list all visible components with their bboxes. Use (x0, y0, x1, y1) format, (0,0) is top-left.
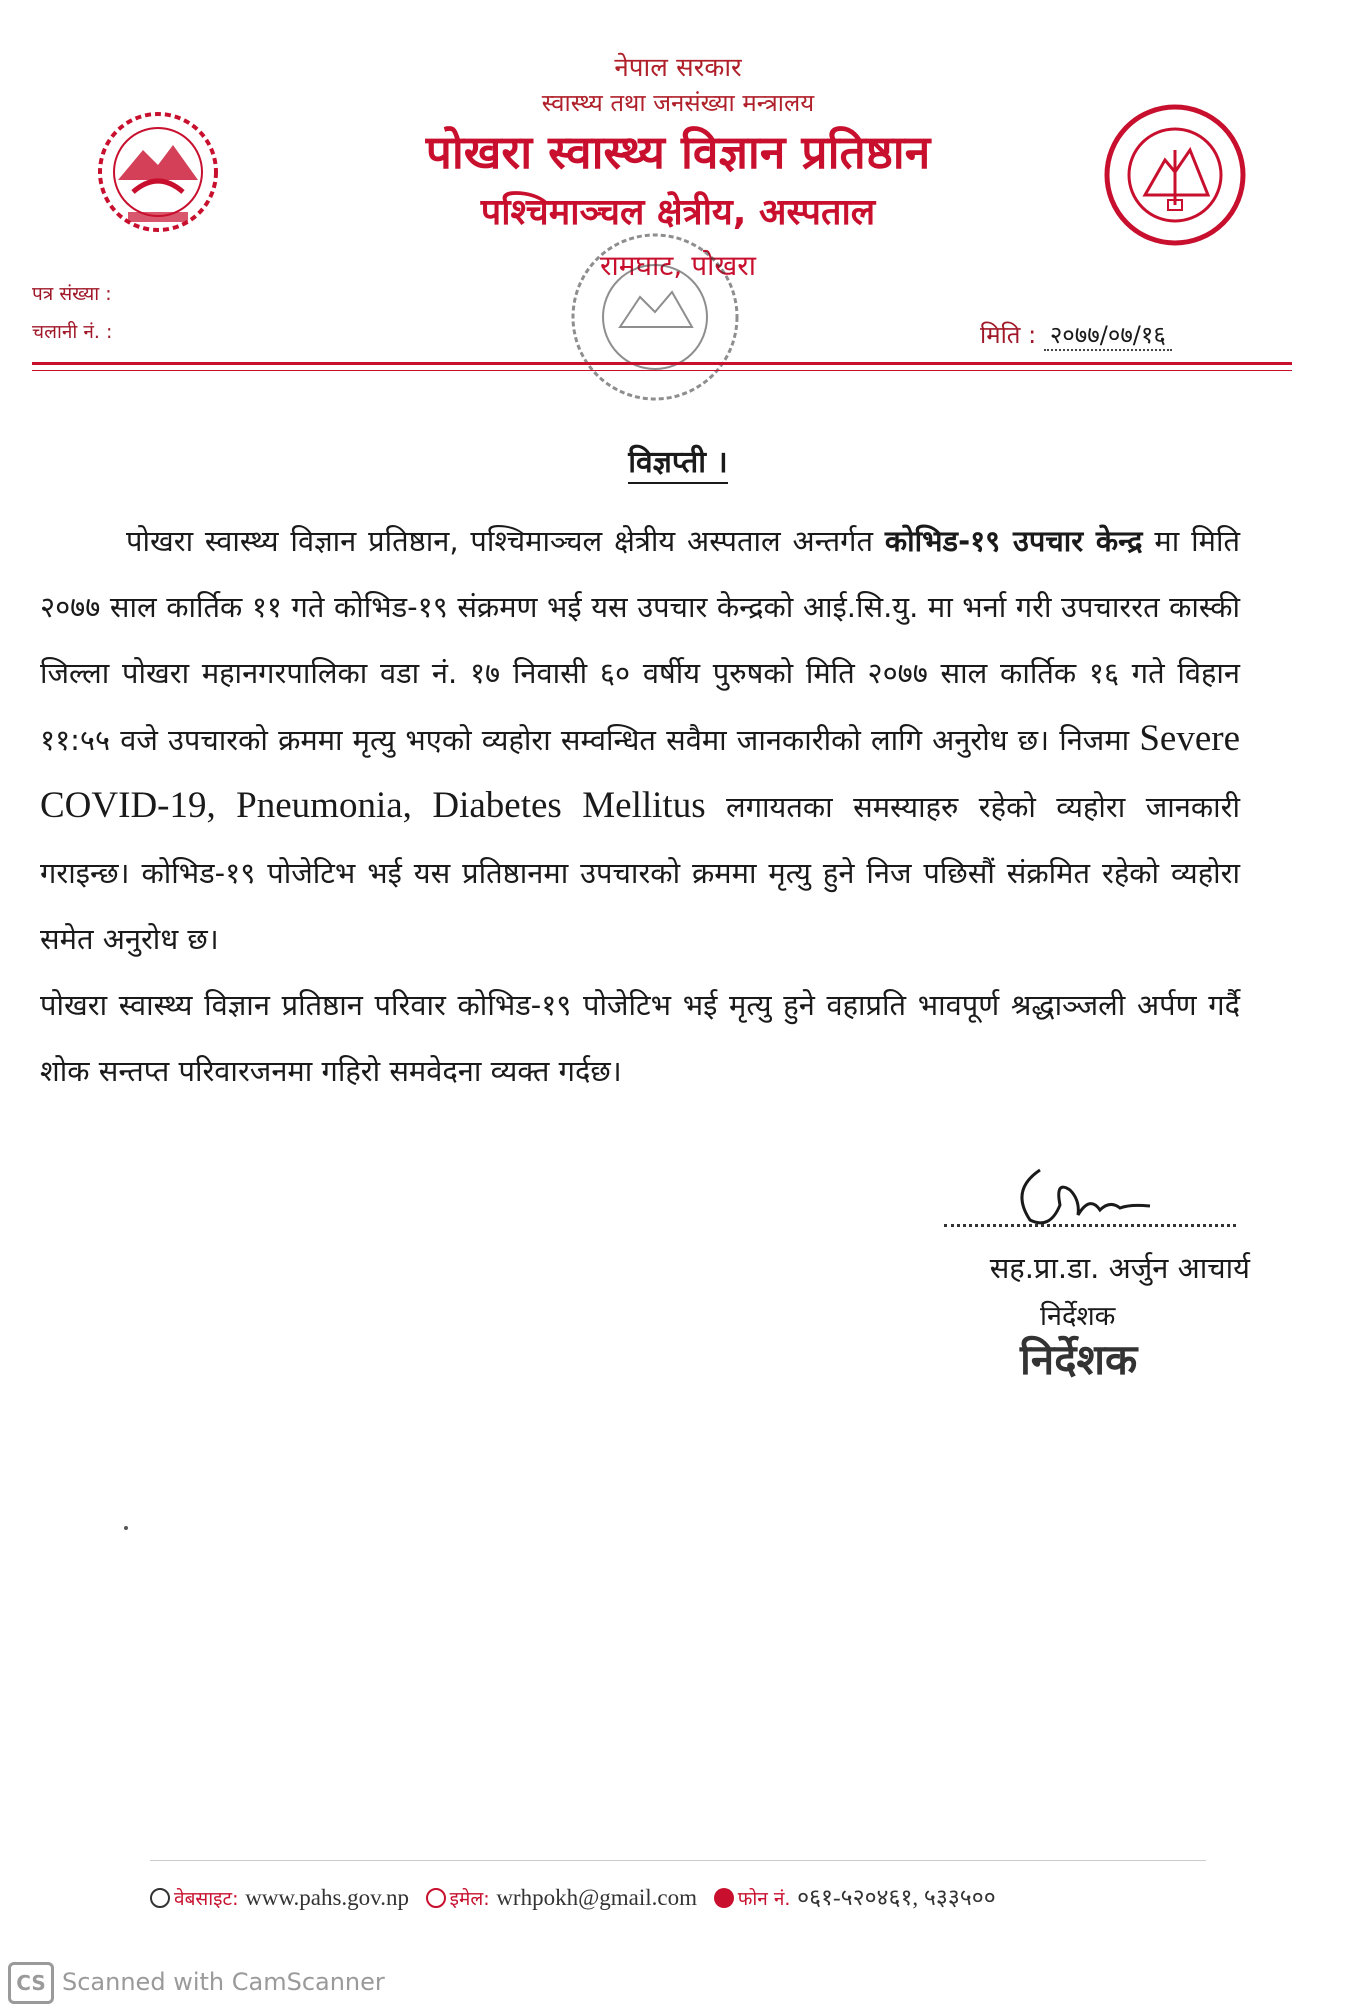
paragraph-1 (40, 508, 1240, 972)
website-value: www.pahs.gov.np (245, 1885, 409, 1910)
notice-title (0, 440, 1356, 481)
office-stamp-icon (540, 232, 770, 422)
p1-diagnosis-text: Severe COVID-19, Pneumonia, Diabetes Mellitus (40, 718, 1240, 826)
scan-speck (124, 1526, 128, 1530)
email-label: इमेल: (449, 1888, 490, 1910)
camscanner-text: Scanned with CamScanner (62, 1968, 385, 1996)
camscanner-logo: CS (8, 1962, 54, 2004)
ministry-name: स्वास्थ्य तथा जनसंख्या मन्त्रालय (541, 89, 815, 117)
organization-name: पोखरा स्वास्थ्य विज्ञान प्रतिष्ठान (425, 125, 931, 179)
email-icon (426, 1888, 446, 1908)
phone-label: फोन नं. (737, 1888, 791, 1910)
hospital-name: पश्चिमाञ्चल क्षेत्रीय, अस्पताल (480, 192, 876, 233)
p1-text-b: मा मिति २०७७ साल कार्तिक ११ गते कोभिड-१९ संक्रमण भई यस उपचार केन्द्रको आई.सि.यु. मा भर्ना गरी उपचाररत कास्की जिल्ला पोखरा महानगरपालिका वडा नं. १७ निवासी ६० वर्षीय पुरुषको मिति २०७७ साल कार्तिक १६ गते विहान ११:५५ वजे उपचारको क्रममा मृत्यु भएको व्यहोरा सम्वन्धित सवैमा जानकारीको लागि अनुरोध छ। निजमा (40, 524, 1240, 757)
header-divider-thin (32, 370, 1292, 371)
globe-icon (150, 1888, 170, 1908)
government-name: नेपाल सरकार (614, 53, 742, 83)
p1-text-a: पोखरा स्वास्थ्य विज्ञान प्रतिष्ठान, पश्चिमाञ्चल क्षेत्रीय अस्पताल अन्तर्गत (126, 524, 885, 558)
paragraph-2: पोखरा स्वास्थ्य विज्ञान प्रतिष्ठान परिवार कोभिड-१९ पोजेटिभ भई मृत्यु हुने वहाप्रति भावपूर्ण श्रद्धाञ्जली अर्पण गर्दै शोक सन्तप्त परिवारजनमा गहिरो समवेदना व्यक्त गर्दछ। (40, 988, 1240, 1088)
notice-body (40, 508, 1240, 1104)
footer-divider (150, 1860, 1206, 1861)
place-name: रामघाट, पोखरा (600, 249, 756, 282)
phone-value: ०६१-५२०४६१, ५३३५०० (797, 1885, 996, 1910)
camscanner-watermark (8, 1962, 385, 2004)
signer-role: निर्देशक (1040, 1301, 1116, 1332)
header-divider (32, 362, 1292, 365)
phone-icon (714, 1888, 734, 1908)
p1-text-c: लगायतका समस्याहरु रहेको व्यहोरा जानकारी गराइन्छ। कोभिड-१९ पोजेटिभ भई यस प्रतिष्ठानमा उपचारको क्रममा मृत्यु हुने निज पछिसौं संक्रमित रहेको व्यहोरा समेत अनुरोध छ। (40, 790, 1240, 956)
website-label: वेबसाइट: (174, 1888, 239, 1910)
dispatch-number-label: चलानी नं. : (32, 321, 113, 343)
signature-line (944, 1224, 1236, 1227)
notice-title-text: विज्ञप्ती । (628, 445, 728, 484)
date-value: २०७७/०७/१६ (1044, 321, 1172, 351)
date-label: मिति : (980, 321, 1037, 349)
footer-contact (150, 1880, 1210, 1912)
signer-name: सह.प्रा.डा. अर्जुन आचार्य (989, 1251, 1250, 1285)
p1-bold-text: कोभिड-१९ उपचार केन्द्र (884, 524, 1143, 558)
role-stamp: निर्देशक (1020, 1335, 1138, 1384)
letter-number-label: पत्र संख्या : (32, 283, 112, 305)
email-value: wrhpokh@gmail.com (496, 1885, 697, 1910)
date-field (980, 318, 1172, 351)
